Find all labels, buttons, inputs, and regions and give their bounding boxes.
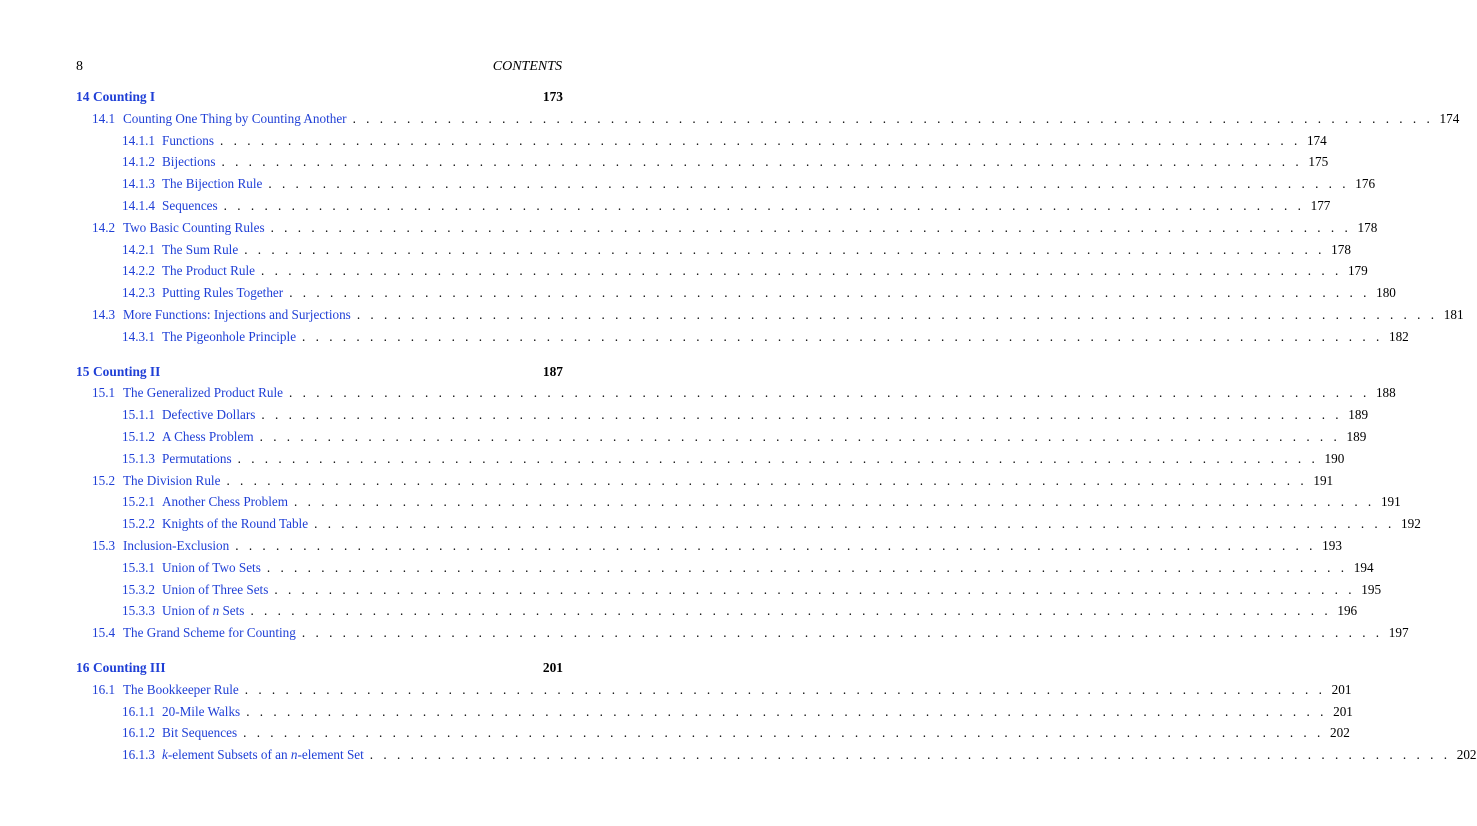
toc-link[interactable] xyxy=(92,304,351,326)
toc-title: The Pigeonhole Principle xyxy=(162,328,297,344)
toc-number: 14.2.3 xyxy=(122,285,155,301)
toc-number: 14.2.1 xyxy=(122,241,155,257)
toc-title: Inclusion-Exclusion xyxy=(123,537,230,553)
toc-title-part: -element Subsets of an xyxy=(167,747,291,763)
toc-link[interactable] xyxy=(76,361,160,383)
toc-link[interactable] xyxy=(122,130,214,152)
toc-link[interactable] xyxy=(122,404,255,426)
toc-number: 15.2.1 xyxy=(122,494,155,510)
toc-page-number: 192 xyxy=(1401,516,1421,532)
toc-number: 16.1.2 xyxy=(122,725,155,741)
toc-link[interactable] xyxy=(92,470,220,492)
toc-title: Knights of the Round Table xyxy=(162,516,309,532)
toc-title: Bit Sequences xyxy=(162,725,238,741)
toc-subsection-14-1-3[interactable] xyxy=(76,173,1376,195)
running-title: CONTENTS xyxy=(492,59,562,74)
toc-title: Functions xyxy=(162,132,215,148)
toc-subsection-14-1-4[interactable] xyxy=(76,195,1331,217)
toc-link[interactable] xyxy=(122,579,268,601)
toc-title: Permutations xyxy=(162,450,232,466)
toc-title: The Grand Scheme for Counting xyxy=(123,625,296,641)
toc-subsection-15-1-2[interactable] xyxy=(76,426,1367,448)
toc-page-number: 196 xyxy=(1337,603,1358,619)
toc-page-number: 202 xyxy=(1456,747,1477,763)
dot-leader: . . . . . . . . . . . . . . . . . . . . . . . . . . . . . . . . . . . . . . . . . . . . . . . . . . . . . . . . . . . . . . . . . . . . . . . . . . . . . . . . xyxy=(270,219,1352,235)
toc-number: 15.1.1 xyxy=(122,407,155,423)
toc-link[interactable] xyxy=(92,679,239,701)
toc-link[interactable] xyxy=(122,513,308,535)
toc-number: 14.1.4 xyxy=(122,197,155,213)
toc-subsection-16-1-1[interactable] xyxy=(76,701,1353,723)
toc-link[interactable] xyxy=(122,151,215,173)
toc-link[interactable] xyxy=(92,108,347,130)
toc-link[interactable] xyxy=(122,173,262,195)
toc-section-15-2[interactable] xyxy=(76,470,1334,492)
toc-number: 16.1.3 xyxy=(122,747,155,763)
toc-number: 16.1.1 xyxy=(122,703,155,719)
toc-subsection-15-3-3[interactable] xyxy=(76,600,1358,622)
toc-section-15-4[interactable] xyxy=(76,622,1409,644)
toc-subsection-15-2-1[interactable] xyxy=(76,491,1401,513)
toc-page-number: 174 xyxy=(1306,132,1327,148)
math-variable: n xyxy=(290,747,298,763)
toc-link[interactable] xyxy=(122,701,240,723)
toc-number: 15.1.2 xyxy=(122,428,155,444)
toc-number: 15.1.3 xyxy=(122,450,155,466)
toc-number: 15 xyxy=(76,363,90,379)
toc-number: 15.2.2 xyxy=(122,516,155,532)
toc-title: More Functions: Injections and Surjections xyxy=(123,306,351,322)
toc-page-number: 175 xyxy=(1308,154,1329,170)
toc-page-number: 174 xyxy=(1439,110,1460,126)
toc-subsection-15-3-2[interactable] xyxy=(76,579,1382,601)
toc-page-number: 182 xyxy=(1388,328,1409,344)
dot-leader: . . . . . . . . . . . . . . . . . . . . . . . . . . . . . . . . . . . . . . . . . . . . . . . . . . . . . . . . . . . . . . . . . . . . . . . . . . . . . . . . xyxy=(266,559,1348,575)
toc-page-number: 187 xyxy=(542,363,563,379)
toc-link[interactable] xyxy=(122,600,244,622)
toc-page-number: 197 xyxy=(1388,625,1409,641)
math-variable: k xyxy=(162,747,168,763)
toc-link[interactable] xyxy=(122,722,237,744)
toc-page-number: 179 xyxy=(1347,263,1368,279)
page-number: 8 xyxy=(76,59,83,74)
toc-subsection-15-3-1[interactable] xyxy=(76,557,1374,579)
toc-number: 15.4 xyxy=(92,625,116,641)
toc-page-number: 202 xyxy=(1330,725,1350,741)
dot-leader: . . . . . . . . . . . . . . . . . . . . . . . . . . . . . . . . . . . . . . . . . . . . . . . . . . . . . . . . . . . . . . . . . . . . . . . . . . . . . . . . xyxy=(369,747,1451,763)
toc-link[interactable] xyxy=(92,622,296,644)
toc-page-number: 194 xyxy=(1353,559,1374,575)
toc-link[interactable] xyxy=(92,217,265,239)
toc-number: 15.3.3 xyxy=(122,603,155,619)
toc-link[interactable] xyxy=(76,86,155,108)
toc-title: Defective Dollars xyxy=(162,407,256,423)
toc-page-number: 178 xyxy=(1331,241,1351,257)
toc-number: 15.3.2 xyxy=(122,581,155,597)
toc-link[interactable] xyxy=(122,491,288,513)
toc-number: 16 xyxy=(76,659,90,675)
toc-title: A Chess Problem xyxy=(162,428,254,444)
toc-subsection-16-1-3[interactable] xyxy=(76,744,1477,766)
toc-link[interactable] xyxy=(122,195,218,217)
toc-chapter-15[interactable] xyxy=(76,361,563,383)
toc-page-number: 188 xyxy=(1375,385,1396,401)
toc-number: 14.1.3 xyxy=(122,176,155,192)
toc-link[interactable] xyxy=(122,448,232,470)
toc-chapter-16[interactable] xyxy=(76,657,563,679)
toc-page-number: 176 xyxy=(1355,176,1376,192)
toc-page-number: 201 xyxy=(542,659,563,675)
toc-page-number: 189 xyxy=(1346,428,1367,444)
toc-page-number: 195 xyxy=(1361,581,1382,597)
dot-leader: . . . . . . . . . . . . . . . . . . . . . . . . . . . . . . . . . . . . . . . . . . . . . . . . . . . . . . . . . . . . . . . . . . . . . . . . . . . . . . . . xyxy=(356,306,1438,322)
toc-page-number: 191 xyxy=(1380,494,1401,510)
toc-title: Sequences xyxy=(162,197,218,213)
toc-number: 15.3 xyxy=(92,537,116,553)
toc-link[interactable] xyxy=(122,282,283,304)
toc-link[interactable] xyxy=(122,260,255,282)
toc-title: The Division Rule xyxy=(123,472,221,488)
dot-leader: . . . . . . . . . . . . . . . . . . . . . . . . . . . . . . . . . . . . . . . . . . . . . . . . . . . . . . . . . . . . . . . . . . . . . . . . . . . . . . . . xyxy=(274,581,1356,597)
dot-leader: . . . . . . . . . . . . . . . . . . . . . . . . . . . . . . . . . . . . . . . . . . . . . . . . . . . . . . . . . . . . . . . . . . . . . . . . . . . . . . . . xyxy=(223,197,1305,213)
toc-title: Union of Two Sets xyxy=(162,559,261,575)
toc-link[interactable] xyxy=(122,426,254,448)
toc-page-number: 193 xyxy=(1322,537,1342,553)
toc-title-part: Union of xyxy=(162,603,213,619)
dot-leader: . . . . . . . . . . . . . . . . . . . . . . . . . . . . . . . . . . . . . . . . . . . . . . . . . . . . . . . . . . . . . . . . . . . . . . . . . . . . . . . . xyxy=(250,603,1332,619)
dot-leader: . . . . . . . . . . . . . . . . . . . . . . . . . . . . . . . . . . . . . . . . . . . . . . . . . . . . . . . . . . . . . . . . . . . . . . . . . . . . . . . . xyxy=(261,263,1342,279)
dot-leader: . . . . . . . . . . . . . . . . . . . . . . . . . . . . . . . . . . . . . . . . . . . . . . . . . . . . . . . . . . . . . . . . . . . . . . . . . . . . . . . . xyxy=(259,428,1341,444)
dot-leader: . . . . . . . . . . . . . . . . . . . . . . . . . . . . . . . . . . . . . . . . . . . . . . . . . . . . . . . . . . . . . . . . . . . . . . . . . . . . . . . . xyxy=(301,625,1383,641)
toc-page-number: 177 xyxy=(1310,197,1331,213)
toc-subsection-14-2-1[interactable] xyxy=(76,239,1351,261)
toc-link[interactable] xyxy=(122,744,364,766)
toc-page-number: 189 xyxy=(1348,407,1369,423)
toc-title xyxy=(162,603,244,618)
toc-title-part: -element Set xyxy=(297,747,364,763)
toc-number: 16.1 xyxy=(92,681,116,697)
toc-title: 20-Mile Walks xyxy=(162,703,241,719)
toc-section-14-2[interactable] xyxy=(76,217,1378,239)
toc-subsection-14-3-1[interactable] xyxy=(76,326,1409,348)
toc-title: The Bijection Rule xyxy=(162,176,263,192)
toc-title: Counting II xyxy=(93,363,161,379)
toc-subsection-15-1-1[interactable] xyxy=(76,404,1369,426)
toc-number: 14.2.2 xyxy=(122,263,155,279)
toc-title: Putting Rules Together xyxy=(162,285,284,301)
toc-link[interactable] xyxy=(76,657,166,679)
dot-leader: . . . . . . . . . . . . . . . . . . . . . . . . . . . . . . . . . . . . . . . . . . . . . . . . . . . . . . . . . . . . . . . . . . . . . . . . . . . . . . . . xyxy=(268,176,1350,192)
dot-leader: . . . . . . . . . . . . . . . . . . . . . . . . . . . . . . . . . . . . . . . . . . . . . . . . . . . . . . . . . . . . . . . . . . . . . . . . . . . . . . . . xyxy=(289,385,1370,401)
toc-link[interactable] xyxy=(122,557,261,579)
math-variable: n xyxy=(212,603,220,619)
toc-title: The Product Rule xyxy=(162,263,256,279)
toc-subsection-14-1-2[interactable] xyxy=(76,151,1329,173)
toc-section-15-1[interactable] xyxy=(76,382,1396,404)
toc-link[interactable] xyxy=(122,326,296,348)
toc-page-number: 180 xyxy=(1376,285,1396,301)
toc-section-15-3[interactable] xyxy=(76,535,1342,557)
dot-leader: . . . . . . . . . . . . . . . . . . . . . . . . . . . . . . . . . . . . . . . . . . . . . . . . . . . . . . . . . . . . . . . . . . . . . . . . . . . . . . . . xyxy=(261,407,1343,423)
toc-title: Counting One Thing by Counting Another xyxy=(123,110,347,126)
toc-section-14-3[interactable] xyxy=(76,304,1464,326)
toc-section-16-1[interactable] xyxy=(76,679,1352,701)
dot-leader: . . . . . . . . . . . . . . . . . . . . . . . . . . . . . . . . . . . . . . . . . . . . . . . . . . . . . . . . . . . . . . . . . . . . . . . . . . . . . . . . xyxy=(220,132,1301,148)
toc-subsection-14-2-3[interactable] xyxy=(76,282,1396,304)
toc-title: The Bookkeeper Rule xyxy=(123,681,239,697)
dot-leader: . . . . . . . . . . . . . . . . . . . . . . . . . . . . . . . . . . . . . . . . . . . . . . . . . . . . . . . . . . . . . . . . . . . . . . . . . . . . . . . . xyxy=(289,285,1370,301)
dot-leader: . . . . . . . . . . . . . . . . . . . . . . . . . . . . . . . . . . . . . . . . . . . . . . . . . . . . . . . . . . . . . . . . . . . . . . . . . . . . . . . . xyxy=(314,516,1395,532)
toc-title: The Generalized Product Rule xyxy=(123,385,284,401)
toc-link[interactable] xyxy=(122,239,238,261)
toc-number: 14 xyxy=(76,89,90,104)
toc-chapter-14[interactable] xyxy=(76,86,563,108)
dot-leader: . . . . . . . . . . . . . . . . . . . . . . . . . . . . . . . . . . . . . . . . . . . . . . . . . . . . . . . . . . . . . . . . . . . . . . . . . . . . . . . . xyxy=(244,241,1325,257)
toc-number: 15.1 xyxy=(92,385,116,401)
dot-leader: . . . . . . . . . . . . . . . . . . . . . . . . . . . . . . . . . . . . . . . . . . . . . . . . . . . . . . . . . . . . . . . . . . . . . . . . . . . . . . . . xyxy=(302,328,1383,344)
toc-number: 15.3.1 xyxy=(122,559,155,575)
dot-leader: . . . . . . . . . . . . . . . . . . . . . . . . . . . . . . . . . . . . . . . . . . . . . . . . . . . . . . . . . . . . . . . . . . . . . . . . . . . . . . . . xyxy=(244,681,1326,697)
toc-page-number: 181 xyxy=(1443,306,1464,322)
toc-subsection-15-1-3[interactable] xyxy=(76,448,1345,470)
toc-number: 14.1.1 xyxy=(122,132,155,148)
toc-subsection-16-1-2[interactable] xyxy=(76,722,1350,744)
toc-page-number: 178 xyxy=(1357,219,1378,235)
toc-subsection-15-2-2[interactable] xyxy=(76,513,1421,535)
toc-number: 14.2 xyxy=(92,219,116,235)
toc-number: 15.2 xyxy=(92,472,116,488)
toc-title: Two Basic Counting Rules xyxy=(123,219,265,235)
toc-subsection-14-2-2[interactable] xyxy=(76,260,1368,282)
toc-number: 14.1.2 xyxy=(122,154,155,170)
dot-leader: . . . . . . . . . . . . . . . . . . . . . . . . . . . . . . . . . . . . . . . . . . . . . . . . . . . . . . . . . . . . . . . . . . . . . . . . . . . . . . . . xyxy=(226,472,1308,488)
toc-title: Bijections xyxy=(162,154,216,170)
toc-subsection-14-1-1[interactable] xyxy=(76,130,1327,152)
toc-title xyxy=(162,747,364,762)
toc-page-number: 191 xyxy=(1313,472,1334,488)
toc-title: Another Chess Problem xyxy=(162,494,289,510)
toc-page-number: 190 xyxy=(1324,450,1345,466)
dot-leader: . . . . . . . . . . . . . . . . . . . . . . . . . . . . . . . . . . . . . . . . . . . . . . . . . . . . . . . . . . . . . . . . . . . . . . . . . . . . . . . . xyxy=(246,703,1327,719)
toc-number: 14.3.1 xyxy=(122,328,155,344)
toc-number: 14.3 xyxy=(92,306,116,322)
toc-title: Counting III xyxy=(93,659,166,675)
toc-link[interactable] xyxy=(92,535,229,557)
toc-title-part: Sets xyxy=(219,603,245,619)
toc-section-14-1[interactable] xyxy=(76,108,1460,130)
dot-leader: . . . . . . . . . . . . . . . . . . . . . . . . . . . . . . . . . . . . . . . . . . . . . . . . . . . . . . . . . . . . . . . . . . . . . . . . . . . . . . . . xyxy=(235,537,1316,553)
toc-page-number: 201 xyxy=(1331,681,1352,697)
toc-page-number: 173 xyxy=(542,89,563,104)
table-of-contents xyxy=(76,86,1477,766)
toc-title: Union of Three Sets xyxy=(162,581,269,597)
dot-leader: . . . . . . . . . . . . . . . . . . . . . . . . . . . . . . . . . . . . . . . . . . . . . . . . . . . . . . . . . . . . . . . . . . . . . . . . . . . . . . . . xyxy=(243,725,1324,741)
dot-leader: . . . . . . . . . . . . . . . . . . . . . . . . . . . . . . . . . . . . . . . . . . . . . . . . . . . . . . . . . . . . . . . . . . . . . . . . . . . . . . . . xyxy=(221,154,1303,170)
dot-leader: . . . . . . . . . . . . . . . . . . . . . . . . . . . . . . . . . . . . . . . . . . . . . . . . . . . . . . . . . . . . . . . . . . . . . . . . . . . . . . . . xyxy=(294,494,1375,510)
dot-leader: . . . . . . . . . . . . . . . . . . . . . . . . . . . . . . . . . . . . . . . . . . . . . . . . . . . . . . . . . . . . . . . . . . . . . . . . . . . . . . . . xyxy=(237,450,1319,466)
toc-title: The Sum Rule xyxy=(162,241,239,257)
toc-page-number: 201 xyxy=(1333,703,1353,719)
toc-title: Counting I xyxy=(93,89,156,104)
dot-leader: . . . . . . . . . . . . . . . . . . . . . . . . . . . . . . . . . . . . . . . . . . . . . . . . . . . . . . . . . . . . . . . . . . . . . . . . . . . . . . . . xyxy=(352,110,1434,126)
toc-number: 14.1 xyxy=(92,110,116,126)
toc-link[interactable] xyxy=(92,382,283,404)
